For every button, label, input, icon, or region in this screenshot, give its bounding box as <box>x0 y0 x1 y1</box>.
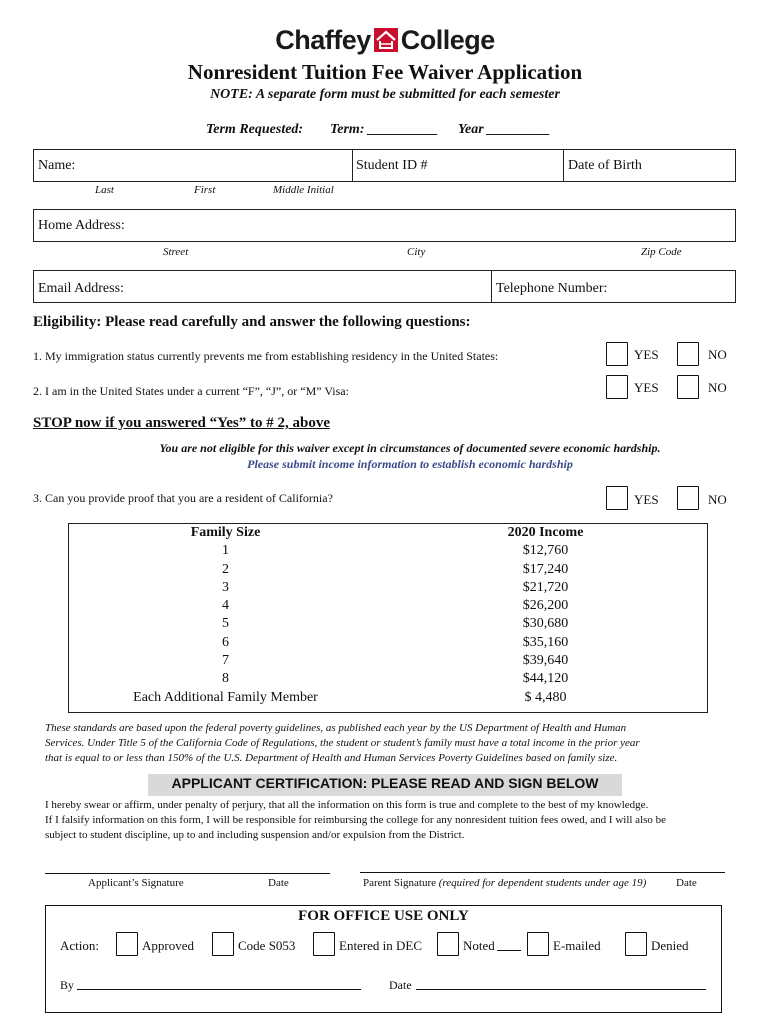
last-name-caption: Last <box>95 184 114 196</box>
code-s053-label: Code S053 <box>238 938 296 953</box>
office-date-line[interactable] <box>416 989 706 990</box>
income-cell: $35,160 <box>522 634 569 650</box>
name-field[interactable]: Name: <box>38 158 76 173</box>
certification-line: I hereby swear or affirm, under penalty of perjury, that all the information on this form is true and complete to the best of my knowledge. <box>45 799 649 811</box>
applicant-signature-label: Applicant’s Signature <box>88 877 184 889</box>
home-address-label: Home Address: <box>38 218 125 233</box>
income-cell: $30,680 <box>522 616 569 632</box>
q1-yes-label: YES <box>634 347 659 362</box>
applicant-signature-line[interactable] <box>45 873 330 874</box>
q3-no-label: NO <box>708 492 727 507</box>
q2-no-label: NO <box>708 380 727 395</box>
divider <box>491 270 492 303</box>
term-requested-label: Term Requested: <box>206 122 304 137</box>
family-size-cell: 8 <box>222 671 229 687</box>
eligibility-heading: Eligibility: Please read carefully and answer the following questions: <box>33 314 471 330</box>
not-eligible-note: You are not eligible for this waiver except in circumstances of documented severe economic hardship. <box>159 441 661 455</box>
table-row <box>68 615 708 633</box>
emailed-checkbox[interactable] <box>527 932 549 956</box>
noted-checkbox[interactable] <box>437 932 459 956</box>
page-title: Nonresident Tuition Fee Waiver Application <box>187 60 583 84</box>
q3-yes-label: YES <box>634 492 659 507</box>
q2-yes-label: YES <box>634 380 659 395</box>
family-size-cell: 6 <box>222 634 229 650</box>
family-size-header: Family Size <box>190 525 261 540</box>
entered-dec-checkbox[interactable] <box>313 932 335 956</box>
q1-no-label: NO <box>708 347 727 362</box>
family-size-cell: 7 <box>222 653 229 669</box>
income-table <box>68 524 708 707</box>
divider <box>352 149 353 182</box>
by-label: By <box>60 978 75 992</box>
semester-note: NOTE: A separate form must be submitted for each semester <box>210 87 560 102</box>
table-row <box>68 579 708 597</box>
income-cell: $17,240 <box>522 561 569 577</box>
family-size-cell: 5 <box>222 616 229 632</box>
income-cell: $21,720 <box>522 579 569 595</box>
college-logo <box>0 25 770 56</box>
income-cell: $44,120 <box>522 671 569 687</box>
q1-no-checkbox[interactable] <box>677 342 699 366</box>
street-caption: Street <box>163 246 189 258</box>
divider <box>563 149 564 182</box>
stop-warning: STOP now if you answered “Yes” to # 2, above <box>33 415 330 431</box>
first-name-caption: First <box>194 184 216 196</box>
family-size-cell: 4 <box>222 598 229 614</box>
year-field[interactable]: Year _________ <box>458 122 551 137</box>
family-size-cell: 2 <box>222 561 229 577</box>
income-header: 2020 Income <box>507 525 584 540</box>
family-size-cell: 3 <box>222 579 229 595</box>
term-field[interactable]: Term: __________ <box>330 122 438 137</box>
office-date-label: Date <box>389 978 412 992</box>
denied-checkbox[interactable] <box>625 932 647 956</box>
office-use-heading: FOR OFFICE USE ONLY <box>298 908 469 924</box>
parent-signature-label <box>363 877 646 889</box>
question-2: 2. I am in the United States under a current “F”, “J”, or “M” Visa: <box>33 384 349 398</box>
income-cell: $39,640 <box>522 653 569 669</box>
standards-line: These standards are based upon the federal poverty guidelines, as published each year by the US Department of Health and Human <box>45 722 627 734</box>
emailed-label: E-mailed <box>553 938 601 953</box>
table-row <box>68 652 708 670</box>
table-row <box>68 597 708 615</box>
contact-row <box>33 270 736 303</box>
table-row <box>68 634 708 652</box>
q1-yes-checkbox[interactable] <box>606 342 628 366</box>
telephone-field[interactable]: Telephone Number: <box>496 281 608 296</box>
certification-line: If I falsify information on this form, I will be responsible for reimbursing the college for any nonresident tuition fees owed, and I will also be <box>45 814 667 826</box>
by-line[interactable] <box>77 989 361 990</box>
certification-line: subject to student discipline, up to and including suspension and/or expulsion from the District. <box>45 829 465 841</box>
standards-line: Services. Under Title 5 of the California Code of Regulations, the student or student’s family must have a total income in the prior year <box>45 737 640 749</box>
parent-signature-text: Parent Signature <box>363 877 437 889</box>
logo-text-left: Chaffey <box>275 25 371 55</box>
noted-label: Noted <box>463 938 495 953</box>
denied-label: Denied <box>651 938 689 953</box>
table-row <box>68 689 708 707</box>
date-of-birth-field[interactable]: Date of Birth <box>568 158 642 173</box>
income-cell: $ 4,480 <box>524 689 567 705</box>
q2-no-checkbox[interactable] <box>677 375 699 399</box>
student-id-field[interactable]: Student ID # <box>356 158 428 173</box>
parent-date-label: Date <box>676 877 697 889</box>
code-s053-checkbox[interactable] <box>212 932 234 956</box>
entered-dec-label: Entered in DEC <box>339 938 423 953</box>
income-cell: $26,200 <box>522 598 569 614</box>
email-field[interactable]: Email Address: <box>38 281 124 296</box>
certification-text <box>45 798 666 843</box>
city-caption: City <box>407 246 426 258</box>
parent-signature-line[interactable] <box>360 872 725 873</box>
standards-note <box>45 721 640 766</box>
action-label: Action: <box>60 938 99 953</box>
parent-signature-note: (required for dependent students under age 19) <box>438 877 647 889</box>
zip-caption: Zip Code <box>641 246 682 258</box>
q2-yes-checkbox[interactable] <box>606 375 628 399</box>
family-size-cell: Each Additional Family Member <box>133 689 318 705</box>
certification-heading: APPLICANT CERTIFICATION: PLEASE READ AND SIGN BELOW <box>171 775 599 791</box>
table-row <box>68 542 708 560</box>
logo-text-right: College <box>400 25 495 55</box>
family-size-cell: 1 <box>222 543 229 559</box>
home-address-field[interactable] <box>33 209 736 242</box>
question-3: 3. Can you provide proof that you are a resident of California? <box>33 491 333 505</box>
q3-yes-checkbox[interactable] <box>606 486 628 510</box>
income-cell: $12,760 <box>522 543 569 559</box>
standards-line: that is equal to or less than 150% of the U.S. Department of Health and Human Services Poverty Guidelines based on family size. <box>45 752 618 764</box>
q3-no-checkbox[interactable] <box>677 486 699 510</box>
noted-line[interactable] <box>497 950 521 951</box>
question-1: 1. My immigration status currently prevents me from establishing residency in the United States: <box>33 349 499 363</box>
approved-checkbox[interactable] <box>116 932 138 956</box>
submit-income-note: Please submit income information to establish economic hardship <box>247 457 573 471</box>
applicant-date-label: Date <box>268 877 289 889</box>
logo-mark-icon <box>374 28 398 52</box>
approved-label: Approved <box>142 938 194 953</box>
table-row <box>68 670 708 688</box>
table-row <box>68 561 708 579</box>
middle-initial-caption: Middle Initial <box>273 184 334 196</box>
